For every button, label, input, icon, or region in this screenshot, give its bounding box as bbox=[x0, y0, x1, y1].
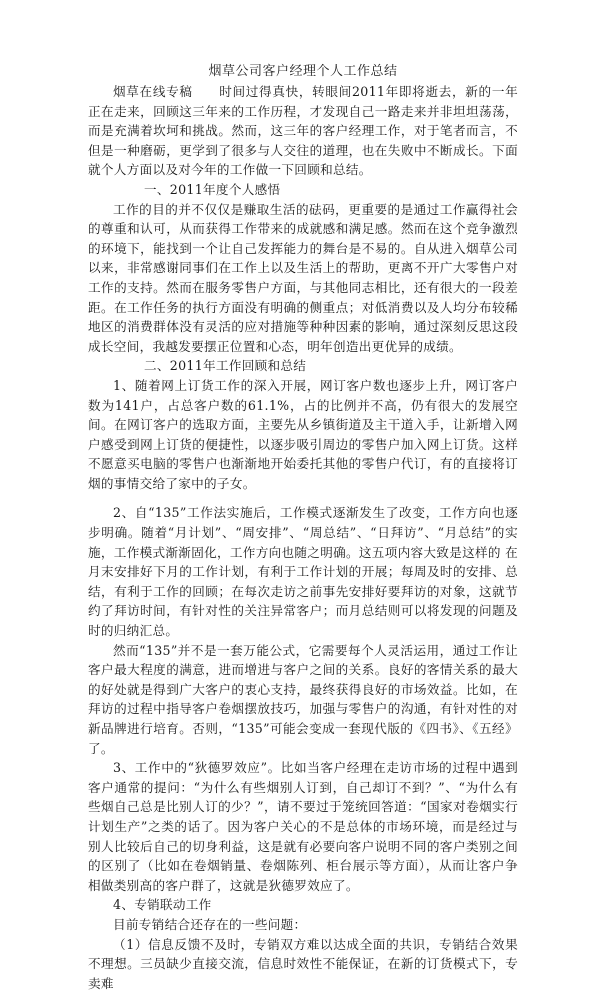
item4-point1: （1）信息反馈不及时，专销双方难以达成全面的共识，专销结合效果不理想。三员缺少直接交流，信息时效性不能保证，在新的订货模式下，专卖难 bbox=[88, 936, 518, 991]
intro-paragraph: 烟草在线专稿 时间过得真快，转眼间2011年即将逝去，新的一年正在走来，回顾这三年来的工作历程，才发现自己一路走来并非坦坦荡荡，而是充满着坎坷和挑战。然而，这三年的客户经理工作，对于笔者而言，不但是一种磨砺，更学到了很多与人交往的道理，也在失败中不断成长。下面就个人方面以及对今年的工作做一下回顾和总结。 bbox=[88, 84, 518, 178]
item2b-paragraph: 然而“135”并不是一套万能公式，它需要每个人灵活运用，通过工作让客户最大程度的满意，进而增进与客户之间的关系。良好的客情关系的最大的好处就是得到广大客户的衷心支持，最终获得良好的市场效益。比如，在拜访的过程中指导客户卷烟摆放技巧，加强与零售户的沟通，有针对性的对新品牌进行培育。否则，“135”可能会变成一套现代版的《四书》、《五经》了。 bbox=[88, 642, 518, 756]
item4-intro: 目前专销结合还存在的一些问题： bbox=[113, 916, 307, 932]
item3-paragraph: 3、工作中的“狄德罗效应”。比如当客户经理在走访市场的过程中遇到客户通常的提问：“为什么有些烟别人订到，自己却订不到？”、“为什么有些烟自己总是比别人订的少？”，请不要过于笼统回答道：“国家对卷烟实行计划生产”之类的话了。因为客户关心的不是总体的市场环境，而是经过与别人比较后自己的切身利益，这是就有必要向客户说明不同的客户类别之间的区别了（比如在卷烟销量、卷烟陈列、柜台展示等方面），从而让客户争相做类别高的客户群了，这就是狄德罗效应了。 bbox=[88, 760, 518, 893]
paragraph-gap bbox=[88, 493, 518, 503]
section2-heading: 二、2011年工作回顾和总结 bbox=[144, 358, 307, 374]
document-title: 烟草公司客户经理个人工作总结 bbox=[208, 64, 398, 79]
item1-paragraph: 1、随着网上订货工作的深入开展，网订客户数也逐步上升，网订客户数为141户，占总客户数的61.1%，占的比例并不高，仍有很大的发展空间。在网订客户的选取方面，主要先从乡镇街道及主干道入手，让新增入网户感受到网上订货的便捷性，以逐步吸引周边的零售户加入网上订货。这样不愿意买电脑的零售户也渐渐地开始委托其他的零售户代订，有的直接将订烟的事情交给了家中的子女。 bbox=[88, 377, 518, 491]
section1-heading: 一、2011年度个人感悟 bbox=[144, 181, 281, 197]
item4-heading: 4、专销联动工作 bbox=[113, 897, 212, 913]
item2-paragraph: 2、自“135”工作法实施后，工作模式逐渐发生了改变，工作方向也逐步明确。随着“月计划”、“周安排”、“周总结”、“日拜访”、“月总结”的实施，工作模式渐渐固化，工作方向也随之明确。这五项内容大致是这样的 在月末安排好下月的工作计划，有利于工作计划的开展；每周及时的安排、总结，有利于工作的回顾；在每次走访之前事先安排好要拜访的对象，这就节约了拜访时间，有针对性的关注异常客户；而月总结则可以将发现的问题及时的归纳汇总。 bbox=[88, 505, 518, 639]
section1-paragraph: 工作的目的并不仅仅是赚取生活的砝码，更重要的是通过工作赢得社会的尊重和认可，从而获得工作带来的成就感和满足感。然而在这个竞争激烈的环境下，能找到一个让自己发挥能力的舞台是不易的。自从进入烟草公司以来，非常感谢同事们在工作上以及生活上的帮助，更离不开广大零售户对工作的支持。然而在服务零售户方面，与其他同志相比，还有很大的一段差距。在工作任务的执行方面没有明确的侧重点；对低消费以及人均分布较稀地区的消费群体没有灵活的应对措施等种种因素的影响，通过深刻反思这段成长空间，我越发要摆正位置和心态，明年创造出更优异的成绩。 bbox=[88, 201, 518, 354]
